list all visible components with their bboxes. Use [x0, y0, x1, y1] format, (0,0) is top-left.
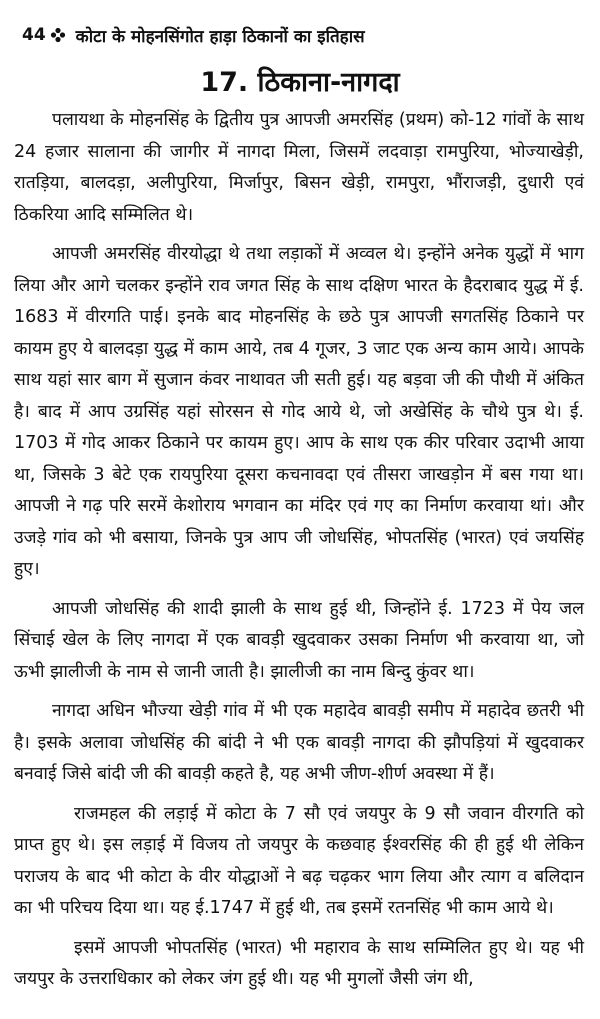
- paragraph: आपजी अमरसिंह वीरयोद्धा थे तथा लड़ाकों में अव्वल थे। इन्होंने अनेक युद्धों में भाग लिया और आगे चलकर इन्होंने राव जगत सिंह के साथ दक्षिण भारत के हैदराबाद युद्ध में ई. 1683 में वीरगति पाई। इनके बाद मोहनसिंह के छठे पुत्र आपजी सगतसिंह ठिकाने पर कायम हुए ये बालदड़ा युद्ध में काम आये, तब 4 गूजर, 3 जाट एक अन्य काम आये। आपके साथ यहां सार बाग में सुजान कंवर नाथावत जी सती हुई। यह बड़वा जी की पौथी में अंकित है। बाद में आप उग्रसिंह यहां सोरसन से गोद आये थे, जो अखेसिंह के चौथे पुत्र थे। ई. 1703 में गोद आकर ठिकाने पर कायम हुए। आप के साथ एक कीर परिवार उदाभी आया था, जिसके 3 बेटे एक रायपुरिया दूसरा कचनावदा एवं तीसरा जाखड़ोन में बस गया था। आपजी ने गढ़ परि सरमें केशोराय भगवान का मंदिर एवं गए का निर्माण करवाया थां। और उजड़े गांव को भी बसाया, जिनके पुत्र आप जी जोधसिंह, भोपतसिंह (भारत) एवं जयसिंह हुए।: [14, 244, 584, 579]
- paragraph: नागदा अधिन भौज्या खेड़ी गांव में भी एक महादेव बावड़ी समीप में महादेव छतरी भी है। इसके अलावा जोधसिंह की बांदी ने भी एक बावड़ी नागदा की झौपड़ियां में खुदवाकर बनवाई जिसे बांदी जी की बावड़ी कहते है, यह अभी जीण-शीर्ण अवस्था में हैं।: [14, 701, 584, 784]
- paragraph: आपजी जोधसिंह की शादी झाली के साथ हुई थी, जिन्होंने ई. 1723 में पेय जल सिंचाई खेल के लिए नागदा में एक बावड़ी खुदवाकर उसका निर्माण भी करवाया था, जो ऊभी झालीजी के नाम से जानी जाती है। झालीजी का नाम बिन्दु कुंवर था।: [14, 598, 584, 682]
- chapter-title: 17. ठिकाना-नागदा: [200, 67, 400, 98]
- page-number: 44: [22, 25, 46, 45]
- paragraph: पलायथा के मोहनसिंह के द्वितीय पुत्र आपजी अमरसिंह (प्रथम) को-12 गांवों के साथ 24 हजार सालाना की जागीर में नागदा मिला, जिसमें लदवाड़ा रामपुरिया, भोज्याखेड़ी, रातड़िया, बालदड़ा, अलीपुरिया, मिर्जापुर, बिसन खेड़ी, रामपुरा, भौंराजड़ी, दुधारी एवं ठिकरिया आदि सम्मिलित थे।: [14, 110, 584, 225]
- paragraph: राजमहल की लड़ाई में कोटा के 7 सौ एवं जयपुर के 9 सौ जवान वीरगति को प्राप्त हुए थे। इस लड़ाई में विजय तो जयपुर के कछवाह ईश्वरसिंह की ही हुई थी लेकिन पराजय के बाद भी कोटा के वीर योद्धाओं ने बढ़ चढ़कर भाग लिया और त्याग व बलिदान का भी परिचय दिया था। यह ई.1747 में हुई थी, तब इसमें रतनसिंह भी काम आये थे।: [14, 803, 584, 918]
- running-title: कोटा के मोहनसिंगोत हाड़ा ठिकानों का इतिहास: [75, 26, 365, 47]
- flower-ornament-icon: [50, 27, 66, 43]
- body-text: [14, 105, 584, 1004]
- page-header: [22, 22, 582, 48]
- paragraph: इसमें आपजी भोपतसिंह (भारत) भी महाराव के साथ सम्मिलित हुए थे। यह भी जयपुर के उत्तराधिकार को लेकर जंग हुई थी। यह भी मुगलों जैसी जंग थी,: [14, 937, 584, 989]
